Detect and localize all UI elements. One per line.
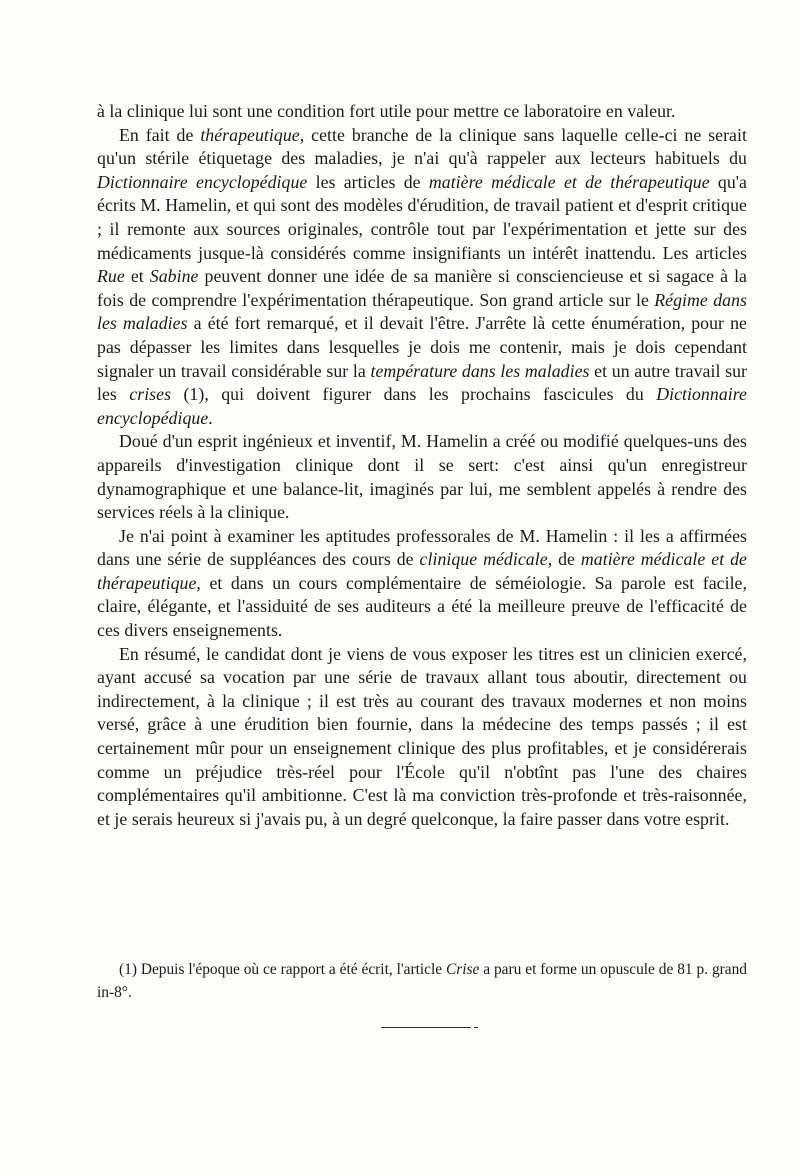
body-text	[97, 100, 747, 831]
paragraph-1-segment: à la clinique lui sont une condition fort utile pour mettre ce laboratoire en valeur.	[97, 101, 676, 121]
footnote-segment: (1) Depuis l'époque où ce rapport a été écrit, l'article	[119, 961, 446, 978]
footnote-segment: Crise	[446, 961, 480, 978]
paragraph-2-segment: a été fort remarqué, et il devait l'être. J'arrête là cette énumération, pour ne pas dépasser les limites dans lesquelles je dois me contenir, mais je dois cependant signaler un travail considérable sur la	[97, 313, 747, 381]
paragraph-2-segment: matière médicale et de thérapeutique	[428, 171, 710, 192]
paragraph-2-segment: .	[208, 407, 213, 428]
paragraph-2-segment: qu'a écrits M. Hamelin, et qui sont des modèles d'érudition, de travail patient et d'esprit critique ; il remonte aux sources originales, contrôle tout par l'expérimentation et jette sur des médicaments jusque-là considérés comme insignifiants un intérêt inattendu. Les articles	[97, 171, 747, 263]
end-rule	[381, 1027, 471, 1028]
footnote-segment: a paru et forme un opuscule de 81 p. grand in-8°.	[97, 961, 747, 1001]
paragraph-2-segment: , cette branche de la clinique sans laquelle celle-ci ne serait qu'un stérile étiquetage des maladies, je n'ai qu'à rappeler aux lecteurs habituels du	[97, 124, 747, 169]
footnote-text	[97, 958, 747, 1004]
paragraph-3	[97, 430, 747, 524]
paragraph-2-segment: (1), qui doivent figurer dans les prochains fascicules du	[171, 384, 657, 405]
paragraph-2-segment: Rue	[97, 266, 125, 287]
end-rule-tail	[474, 1027, 478, 1028]
paragraph-3-segment: Doué d'un esprit ingénieux et inventif, M. Hamelin a créé ou modifié quelques-uns des appareils d'investigation clinique dont il se sert: c'est ainsi qu'un enregistreur dynamographique et une balance-lit, imaginés par lui, me semblent appelés à rendre des services réels à la clinique.	[97, 431, 747, 523]
paragraph-2-segment: Sabine	[149, 266, 199, 287]
paragraph-2-segment: température dans les maladies	[370, 360, 590, 381]
paragraph-5-segment: En résumé, le candidat dont je viens de vous exposer les titres est un clinicien exercé, ayant accusé sa vocation par une série de travaux allant tous aboutir, directement ou indirectement, à la clinique ; il est très au courant des travaux modernes et non moins versé, grâce à une érudition bien fournie, dans la médecine des temps passés ; il est certainement mûr pour un enseignement clinique des plus profitables, et je considérerais comme un préjudice très-réel pour l'École qu'il n'obtînt pas l'une des chaires complémentaires qu'il ambitionne. C'est là ma conviction très-profonde et très-raisonnée, et je serais heureux si j'avais pu, à un degré quelconque, la faire passer dans votre esprit.	[97, 643, 747, 829]
paragraph-4-segment: , et dans un cours complémentaire de séméiologie. Sa parole est facile, claire, élégante, et l'assiduité de ses auditeurs a été la meilleure preuve de l'efficacité de ces divers enseignements.	[97, 572, 747, 641]
paragraph-5	[97, 643, 747, 832]
paragraph-1	[97, 100, 747, 124]
paragraph-4-segment: clinique médicale	[419, 549, 548, 570]
paragraph-2-segment: thérapeutique	[200, 124, 300, 145]
paragraph-2	[97, 124, 747, 431]
paragraph-2-segment: Dictionnaire encyclopédique	[97, 171, 308, 192]
footnote	[97, 958, 747, 1004]
paragraph-2-segment: En fait de	[119, 124, 201, 145]
paragraph-4-segment: matière médicale et de thérapeutique	[97, 549, 747, 593]
paragraph-2-segment: Dictionnaire encyclopédique	[97, 384, 747, 428]
paragraph-2-segment: Régime dans les maladies	[97, 289, 747, 334]
paragraph-4	[97, 525, 747, 643]
paragraph-2-segment: peuvent donner une idée de sa manière si consciencieuse et si sagace à la fois de comprendre l'expérimentation thérapeutique. Son grand article sur le	[97, 266, 747, 310]
paragraph-4-segment: , de	[547, 549, 581, 570]
paragraph-2-segment: les articles de	[307, 171, 429, 192]
paragraph-2-segment: et	[124, 266, 150, 287]
paragraph-2-segment: crises	[129, 384, 172, 405]
paragraph-2-segment: et un autre travail sur les	[97, 360, 748, 405]
paragraph-4-segment: Je n'ai point à examiner les aptitudes professorales de M. Hamelin : il les a affirmées dans une série de suppléances des cours de	[97, 525, 747, 570]
